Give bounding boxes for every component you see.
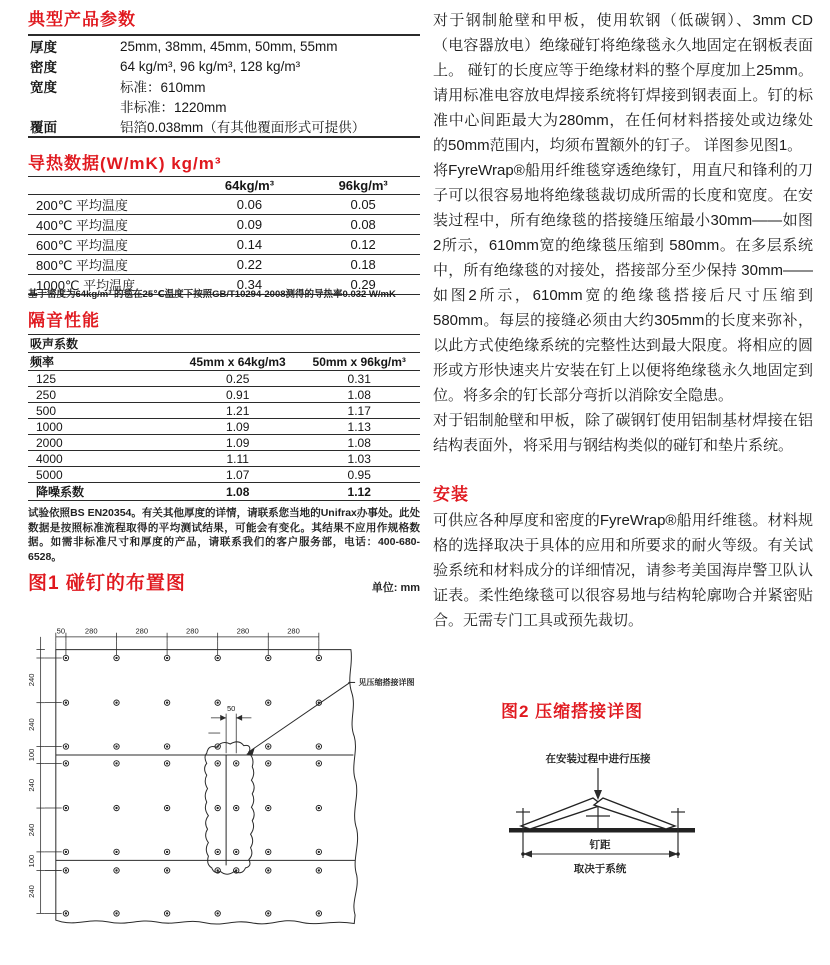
table-row: 2000 1.09 1.08 (28, 435, 420, 451)
paragraph-install: 可供应各种厚度和密度的FyreWrap®船用纤维毯。材料规格的选择取决于具体的应用和所要求的耐火等级。有关试验系统和材料成分的详细情况，请参考美国海岸警卫队认证表。柔性绝缘毯可以很容易地与结构轮廓吻合并紧密贴合。无需专门工具或预先裁切。 (433, 512, 813, 629)
paragraph-aluminum-bulkheads: 对于铝制舱壁和甲板，除了碳钢钉使用铝制基材焊接在铝结构表面外，将采用与钢结构类似的碰钉和垫片系统。 (433, 412, 813, 454)
dimension-label: 280 (287, 626, 300, 636)
press-label: 在安装过程中进行压接 (545, 753, 651, 765)
table-row: 600℃ 平均温度 0.14 0.12 (28, 235, 420, 255)
dimension-label: 280 (236, 626, 250, 636)
table-header-row: 64kg/m³ 96kg/m³ (28, 177, 420, 195)
table-row: 降噪系数 1.08 1.12 (28, 483, 420, 501)
left-dimension-chain (27, 637, 62, 914)
table-row: 500 1.21 1.17 (28, 403, 420, 419)
dimension-label: 240 (26, 718, 36, 731)
table-row: 800℃ 平均温度 0.22 0.18 (28, 255, 420, 275)
paragraph-cutting-installation: 将FyreWrap®船用纤维毯穿透绝缘钉，用直尺和锋利的刀子可以很容易地将绝缘毯裁切成所需的长度和宽度。在安装过程中，所有绝缘毯的搭接缝压缩最小30mm——如图2所示，610mm宽的绝缘毯压缩到 580mm。在多层系统中，所有绝缘毯的对接处，搭接部分至少保持 30mm——如图2所示，610mm宽的绝缘毯搭接后尺寸压缩到580mm。每层的接缝必须由大约305mm的长度来弥补，以此方式使绝缘系统的完整性达到最大限度。将相应的圆形或方形快速夹片安装在钉上以便将绝缘毯永久地固定到位。将多余的钉长部分弯折以消除安全隐患。 (433, 162, 813, 404)
pitch-label: 钉距 (589, 839, 611, 851)
table-row: 5000 1.07 0.95 (28, 467, 420, 483)
figure1-title: 图1 碰钉的布置图 (28, 573, 186, 594)
table-row: 覆面 铝箔0.038mm（有其他覆面形式可提供） (30, 120, 366, 135)
dimension-label: 240 (26, 778, 36, 792)
dimension-label: 100 (26, 748, 36, 762)
table-subheader-row: 吸声系数 (28, 335, 420, 353)
section-title-acoustic: 隔音性能 (28, 311, 100, 330)
dimension-label: 280 (186, 626, 199, 636)
section-title-thermal: 导热数据(W/mK) kg/m³ (28, 154, 222, 173)
pitch-dimension (521, 838, 680, 875)
blanket-wedge-right (594, 798, 675, 829)
thermal-footnote: 基于密度为64kg/m³ 的毯在25℃温度下按照GB/T10294-2008测得的导热率0.032 W/mK (28, 289, 396, 300)
table-header-row: 频率 45mm x 64kg/m3 50mm x 96kg/m³ (28, 353, 420, 371)
table-row: 宽度 标准：610mm (30, 80, 206, 95)
figure1-callout-label: 见压缩搭接详图 (358, 677, 415, 687)
dimension-label: 240 (26, 885, 36, 898)
table-row: 非标准：1220mm (120, 100, 227, 115)
thermal-table (28, 176, 420, 295)
acoustic-footnote: 试验依照BS EN20354。有关其他厚度的详情，请联系您当地的Unifrax办事处。此处数据是按照标准流程取得的平均测试结果，可能会有变化。其结果不应用作规格数据。如需非标准尺寸和厚度的产品，请联系我们的客户服务部，电话：400-680-6528。 (28, 507, 420, 563)
figure2-diagram (493, 736, 823, 886)
depends-label: 取决于系统 (573, 863, 627, 875)
acoustic-table (28, 334, 420, 501)
table-row: 4000 1.11 1.03 (28, 451, 420, 467)
right-column (433, 0, 813, 965)
product-params-table (28, 34, 420, 138)
figure2-block (493, 697, 828, 891)
blanket-wedge-left (521, 798, 602, 829)
table-row: 厚度 25mm, 38mm, 45mm, 50mm, 55mm (30, 38, 338, 55)
dimension-label: 280 (84, 626, 98, 636)
section-title-install: 安装 (433, 485, 469, 504)
dimension-label: 50 (226, 704, 236, 714)
table-row: 250 0.91 1.08 (28, 387, 420, 403)
callout-leader (246, 677, 414, 756)
detail-cloud (205, 742, 255, 874)
dimension-label: 240 (26, 823, 36, 837)
paragraph-steel-bulkheads: 对于钢制舱壁和甲板，使用软钢（低碳钢）、3mm CD（电容器放电）绝缘碰钉将绝缘毯永久地固定在钢板表面上。 碰钉的长度应等于绝缘材料的整个厚度加上25mm。请用标准电容放电焊接系统将钉焊接到钢表面上。钉的标准中心间距最大为280mm，在任何材料搭接处或边缘处的50mm范围内，均须布置额外的钉子。 详图参见图1。 (433, 12, 813, 154)
figure1-header (28, 568, 420, 595)
figure1-diagram (28, 598, 420, 965)
table-row: 1000 1.09 1.13 (28, 419, 420, 435)
dimension-label: 280 (135, 626, 149, 636)
dimension-label: 100 (26, 854, 36, 868)
top-dimension-chain (56, 627, 319, 661)
pin-left (516, 808, 530, 858)
table-row: 400℃ 平均温度 0.09 0.08 (28, 215, 420, 235)
dimension-label: 240 (26, 673, 36, 687)
figure2-title: 图2 压缩搭接详图 (501, 702, 644, 721)
table-row: 200℃ 平均温度 0.06 0.05 (28, 195, 420, 215)
left-column (28, 0, 420, 965)
section-title-product-params: 典型产品参数 (28, 10, 136, 29)
table-row: 1000℃ 平均温度 0.34 0.29 (28, 275, 420, 295)
table-row: 密度 64 kg/m³, 96 kg/m³, 128 kg/m³ (30, 58, 301, 75)
figure1-unit-label: 单位: mm (371, 582, 420, 594)
pin-grid (63, 655, 321, 916)
dimension-label: 50 (56, 626, 66, 636)
pin-right (671, 808, 685, 858)
table-row: 125 0.25 0.31 (28, 371, 420, 387)
